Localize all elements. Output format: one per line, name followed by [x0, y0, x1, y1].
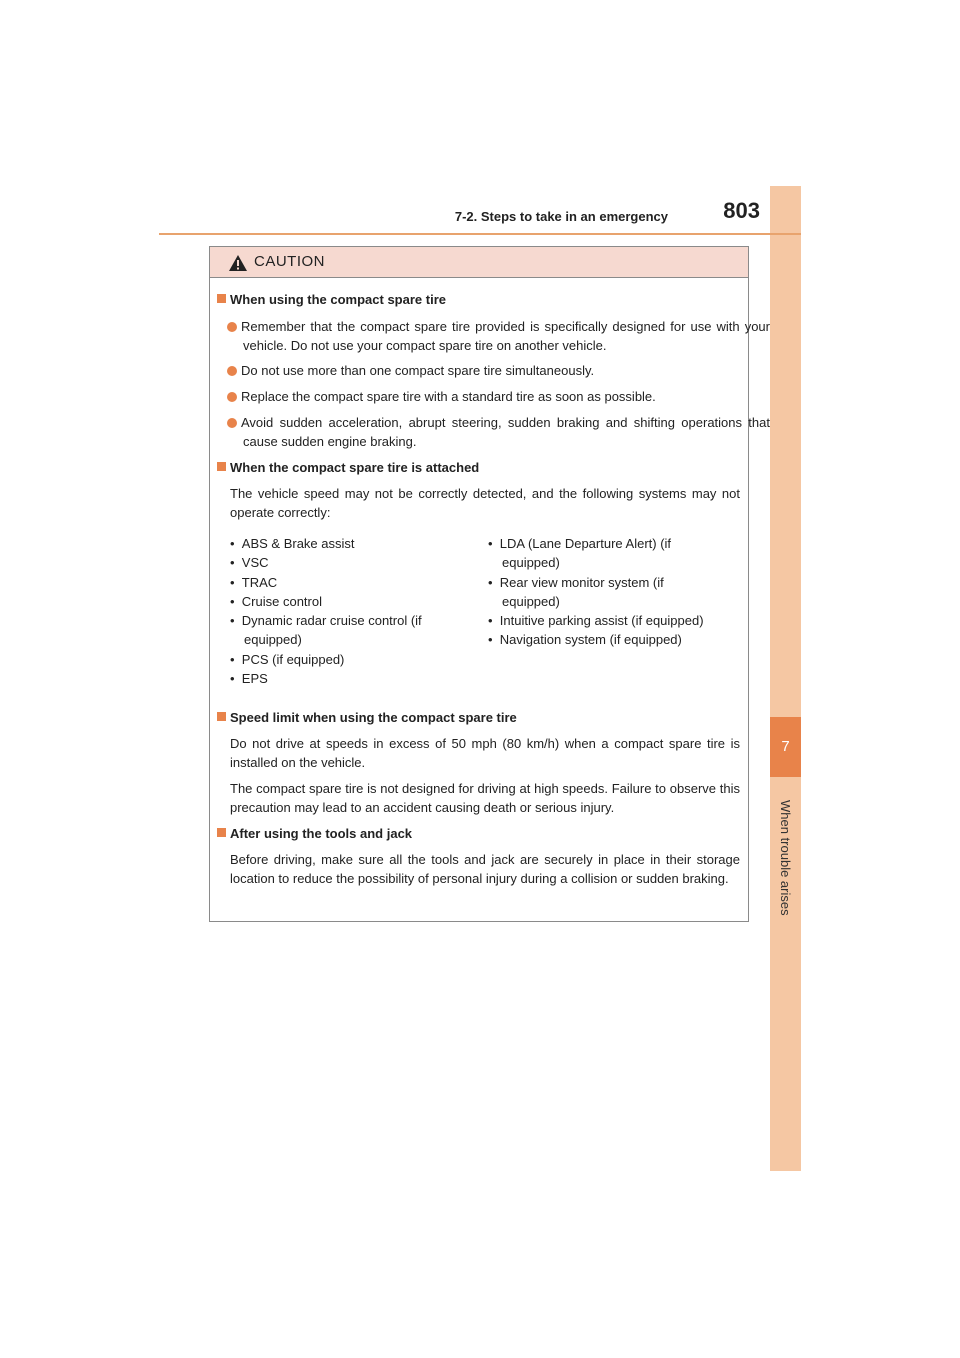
- section-heading-speed-limit: Speed limit when using the compact spare tire: [217, 708, 517, 727]
- list-item: • TRAC: [230, 574, 278, 590]
- list-item: • Cruise control: [230, 593, 322, 609]
- chapter-side-tab: [770, 186, 801, 1171]
- circle-bullet-icon: [227, 392, 237, 402]
- paragraph: Before driving, make sure all the tools and jack are securely in place in their storage location to reduce the possibility of personal injury during a collision or sudden braking.: [230, 852, 740, 886]
- page-number: 803: [723, 198, 760, 223]
- list-item: • EPS: [230, 671, 268, 687]
- circle-bullet-icon: [227, 366, 237, 376]
- circle-bullet-icon: [227, 322, 237, 332]
- warning-icon: [228, 254, 248, 272]
- section-heading-tools-jack: After using the tools and jack: [217, 824, 412, 843]
- list-item: • PCS (if equipped): [230, 651, 345, 667]
- bullet-item: Remember that the compact spare tire provided is specifically designed for use with your vehicle. Do not use your compact spare tire on another vehicle.: [217, 317, 770, 355]
- systems-list-right: [488, 534, 738, 650]
- header-rule: [159, 233, 801, 235]
- list-item: • Dynamic radar cruise control (if equipped): [230, 613, 422, 648]
- paragraph: The vehicle speed may not be correctly detected, and the following systems may not operate correctly:: [230, 486, 740, 520]
- square-bullet-icon: [217, 712, 226, 721]
- systems-list-left: [230, 534, 470, 688]
- square-bullet-icon: [217, 294, 226, 303]
- caution-box: [209, 246, 770, 922]
- paragraph: The compact spare tire is not designed for driving at high speeds. Failure to observe this precaution may lead to an accident causing death or serious injury.: [230, 781, 740, 815]
- list-item: • Intuitive parking assist (if equipped): [488, 613, 704, 629]
- list-item: • VSC: [230, 555, 269, 571]
- square-bullet-icon: [217, 828, 226, 837]
- chapter-number: 7: [770, 717, 801, 777]
- list-item: • ABS & Brake assist: [230, 536, 355, 551]
- paragraph: Do not drive at speeds in excess of 50 mph (80 km/h) when a compact spare tire is installed on the vehicle.: [230, 736, 740, 770]
- bullet-item: Do not use more than one compact spare tire simultaneously.: [217, 361, 770, 380]
- section-heading-compact-spare: When using the compact spare tire: [217, 290, 446, 309]
- chapter-label: When trouble arises: [778, 800, 793, 916]
- list-item: • Rear view monitor system (if equipped): [488, 574, 664, 609]
- bullet-item: Replace the compact spare tire with a standard tire as soon as possible.: [217, 387, 770, 406]
- list-item: • Navigation system (if equipped): [488, 632, 682, 648]
- section-title: 7-2. Steps to take in an emergency: [454, 209, 668, 224]
- square-bullet-icon: [217, 462, 226, 471]
- list-item: • LDA (Lane Departure Alert) (if equipped): [488, 536, 672, 571]
- section-heading-attached: When the compact spare tire is attached: [217, 458, 479, 477]
- circle-bullet-icon: [227, 418, 237, 428]
- caution-label: CAUTION: [254, 253, 325, 270]
- bullet-item: Avoid sudden acceleration, abrupt steering, sudden braking and shifting operations that cause sudden engine braking.: [217, 413, 770, 451]
- caution-header: [210, 247, 748, 278]
